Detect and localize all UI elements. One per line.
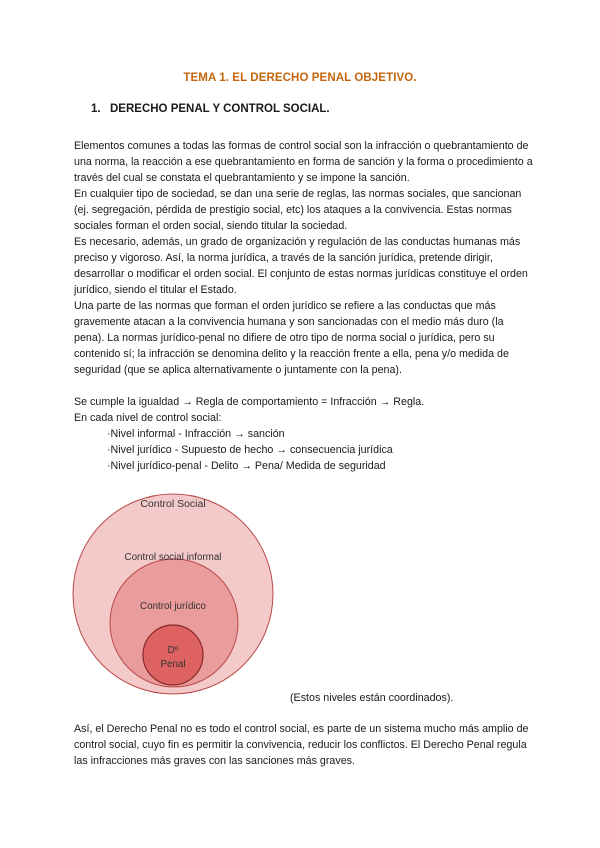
levels-intro: En cada nivel de control social: bbox=[74, 412, 222, 424]
outer-circle-label: Control social informal bbox=[124, 552, 222, 563]
paragraph: Elementos comunes a todas las formas de control social son la infracción o quebrantamiento de una norma, la reacción a ese quebrantamiento en forma de sanción y la forma o procedimiento a través del cual se constata el quebrantamiento y se impone la sanción. bbox=[74, 140, 533, 184]
levels-block bbox=[74, 394, 534, 474]
diagram-note: (Estos niveles están coordinados). bbox=[290, 692, 454, 704]
closing-block bbox=[74, 721, 534, 769]
inner-circle-label-line1: Dº bbox=[167, 645, 179, 656]
equality-line: Se cumple la igualdad → Regla de comportamiento = Infracción → Regla. bbox=[74, 396, 425, 408]
section-number: 1. bbox=[91, 103, 101, 115]
paragraph: En cualquier tipo de sociedad, se dan una serie de reglas, las normas sociales, que sancionan (ej. segregación, pérdida de prestigio social, etc) los ataques a la convivencia. Estas normas sociales forman el orden social, siendo titular la sociedad. bbox=[74, 188, 522, 232]
middle-circle-label: Control jurídico bbox=[140, 601, 206, 612]
level-item: ·Nivel jurídico-penal - Delito → Pena/ Medida de seguridad bbox=[107, 460, 386, 472]
closing-paragraph: Así, el Derecho Penal no es todo el control social, es parte de un sistema mucho más amplio de control social, cuyo fin es permitir la convivencia, reducir los conflictos. El Derecho Penal regula las infracciones más graves con las sanciones más graves. bbox=[74, 723, 529, 767]
paragraph: Es necesario, además, un grado de organización y regulación de las conductas humanas más preciso y vigoroso. Así, la norma jurídica, a través de la sanción jurídica, pretende dirigir, desarrollar o modificar el orden social. El conjunto de estas normas jurídicas constituye el orden jurídico, siendo el titular el Estado. bbox=[74, 236, 528, 296]
intro-paragraphs bbox=[74, 138, 534, 378]
inner-circle-label-line2: Penal bbox=[160, 659, 186, 670]
level-item: ·Nivel jurídico - Supuesto de hecho → consecuencia jurídica bbox=[107, 444, 393, 456]
section-heading bbox=[91, 103, 330, 115]
document-title: TEMA 1. EL DERECHO PENAL OBJETIVO. bbox=[183, 72, 417, 84]
diagram-title: Control Social bbox=[140, 498, 206, 510]
level-item: ·Nivel informal - Infracción → sanción bbox=[107, 428, 285, 440]
control-social-diagram bbox=[68, 489, 278, 699]
paragraph: Una parte de las normas que forman el orden jurídico se refiere a las conductas que más gravemente atacan a la convivencia humana y son sancionadas con el medio más duro (la pena). La normas jurídico-penal no difiere de otro tipo de norma social o jurídica, pero su contenido sí; la infracción se denomina delito y la reacción frente a ella, pena y/o medida de seguridad (que se aplica alternativamente o juntamente con la pena). bbox=[74, 300, 509, 376]
section-heading-text: DERECHO PENAL Y CONTROL SOCIAL. bbox=[110, 103, 330, 115]
